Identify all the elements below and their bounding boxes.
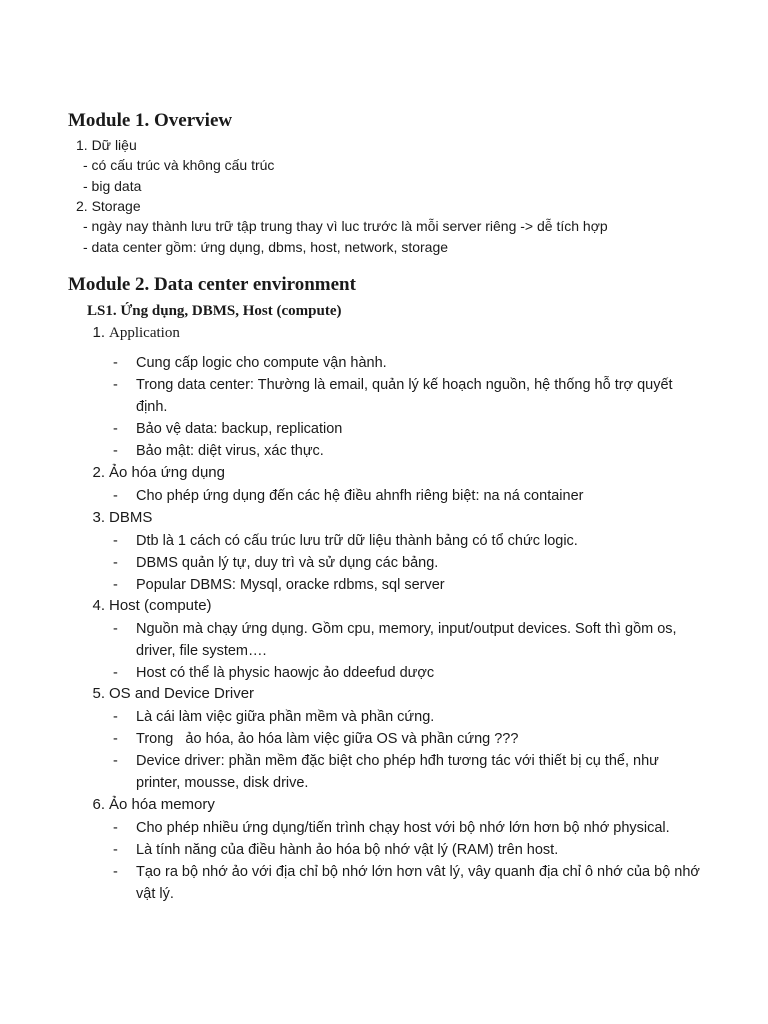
- module-2-subheading: LS1. Ứng dụng, DBMS, Host (compute): [87, 303, 342, 319]
- dash-marker: -: [113, 621, 118, 637]
- dash-marker: -: [113, 377, 118, 393]
- dash-marker: -: [113, 864, 118, 880]
- module-1-line-2: - có cấu trúc và không cấu trúc: [83, 157, 275, 173]
- dash-marker: -: [113, 443, 118, 459]
- bullet-text: Cho phép nhiều ứng dụng/tiến trình chạy host với bộ nhớ lớn hơn bộ nhớ physical.: [136, 820, 670, 836]
- list-item-host: Host (compute): [109, 597, 212, 614]
- bullet-text: DBMS quản lý tự, duy trì và sử dụng các bảng.: [136, 555, 439, 571]
- list-item-number: 1.: [92, 324, 105, 341]
- list-item-number: 6.: [92, 796, 105, 813]
- bullet-text: Bảo mật: diệt virus, xác thực.: [136, 443, 324, 459]
- bullet-text: Dtb là 1 cách có cấu trúc lưu trữ dữ liệu thành bảng có tổ chức logic.: [136, 533, 578, 549]
- module-1-line-4: 2. Storage: [76, 198, 141, 214]
- list-item-number: 4.: [92, 597, 105, 614]
- bullet-text: Bảo vệ data: backup, replication: [136, 421, 343, 437]
- list-item-application: Application: [109, 325, 180, 341]
- list-item-dbms: DBMS: [109, 509, 153, 526]
- module-1-line-1: 1. Dữ liệu: [76, 137, 137, 153]
- list-item-number: 2.: [92, 464, 105, 481]
- dash-marker: -: [113, 753, 118, 769]
- module-1-heading: Module 1. Overview: [68, 110, 233, 131]
- list-item-memory-virtualization: Ảo hóa memory: [109, 796, 215, 813]
- dash-marker: -: [113, 533, 118, 549]
- list-item-number: 5.: [92, 685, 105, 702]
- dash-marker: -: [113, 820, 118, 836]
- bullet-text: Cung cấp logic cho compute vận hành.: [136, 355, 387, 371]
- dash-marker: -: [113, 709, 118, 725]
- bullet-text: Cho phép ứng dụng đến các hệ điều ahnfh riêng biệt: na ná container: [136, 488, 584, 504]
- list-item-number: 3.: [92, 509, 105, 526]
- bullet-text: Device driver: phần mềm đặc biệt cho phép hđh tương tác với thiết bị cụ thể, như printer, mousse, disk drive.: [136, 753, 659, 791]
- list-item-os-driver: OS and Device Driver: [109, 685, 255, 702]
- module-1-line-5: - ngày nay thành lưu trữ tập trung thay vì luc trước là mỗi server riêng -> dễ tích hợp: [83, 218, 608, 234]
- dash-marker: -: [113, 842, 118, 858]
- dash-marker: -: [113, 555, 118, 571]
- bullet-text: Là cái làm việc giữa phần mềm và phần cứng.: [136, 709, 435, 725]
- dash-marker: -: [113, 665, 118, 681]
- dash-marker: -: [113, 488, 118, 504]
- bullet-text: Trong ảo hóa, ảo hóa làm việc giữa OS và phần cứng ???: [136, 731, 519, 747]
- bullet-text: Là tính năng của điều hành ảo hóa bộ nhớ vật lý (RAM) trên host.: [136, 842, 559, 858]
- dash-marker: -: [113, 355, 118, 371]
- bullet-text: Trong data center: Thường là email, quản lý kế hoạch nguồn, hệ thống hỗ trợ quyết định.: [136, 377, 673, 415]
- dash-marker: -: [113, 421, 118, 437]
- bullet-text: Tạo ra bộ nhớ ảo với địa chỉ bộ nhớ lớn hơn vât lý, vây quanh địa chỉ ô nhớ của bộ nhớ vật lý.: [136, 864, 700, 902]
- dash-marker: -: [113, 731, 118, 747]
- list-item-app-virtualization: Ảo hóa ứng dụng: [109, 464, 225, 481]
- dash-marker: -: [113, 577, 118, 593]
- module-2-heading: Module 2. Data center environment: [68, 274, 356, 295]
- bullet-text: Popular DBMS: Mysql, oracke rdbms, sql server: [136, 577, 445, 593]
- bullet-text: Host có thể là physic haowjc ảo ddeefud dược: [136, 665, 435, 681]
- module-1-line-3: - big data: [83, 178, 142, 194]
- bullet-text: Nguồn mà chạy ứng dụng. Gồm cpu, memory, input/output devices. Soft thì gồm os, driver, file system….: [136, 621, 677, 659]
- module-1-line-6: - data center gồm: ứng dụng, dbms, host, network, storage: [83, 239, 449, 255]
